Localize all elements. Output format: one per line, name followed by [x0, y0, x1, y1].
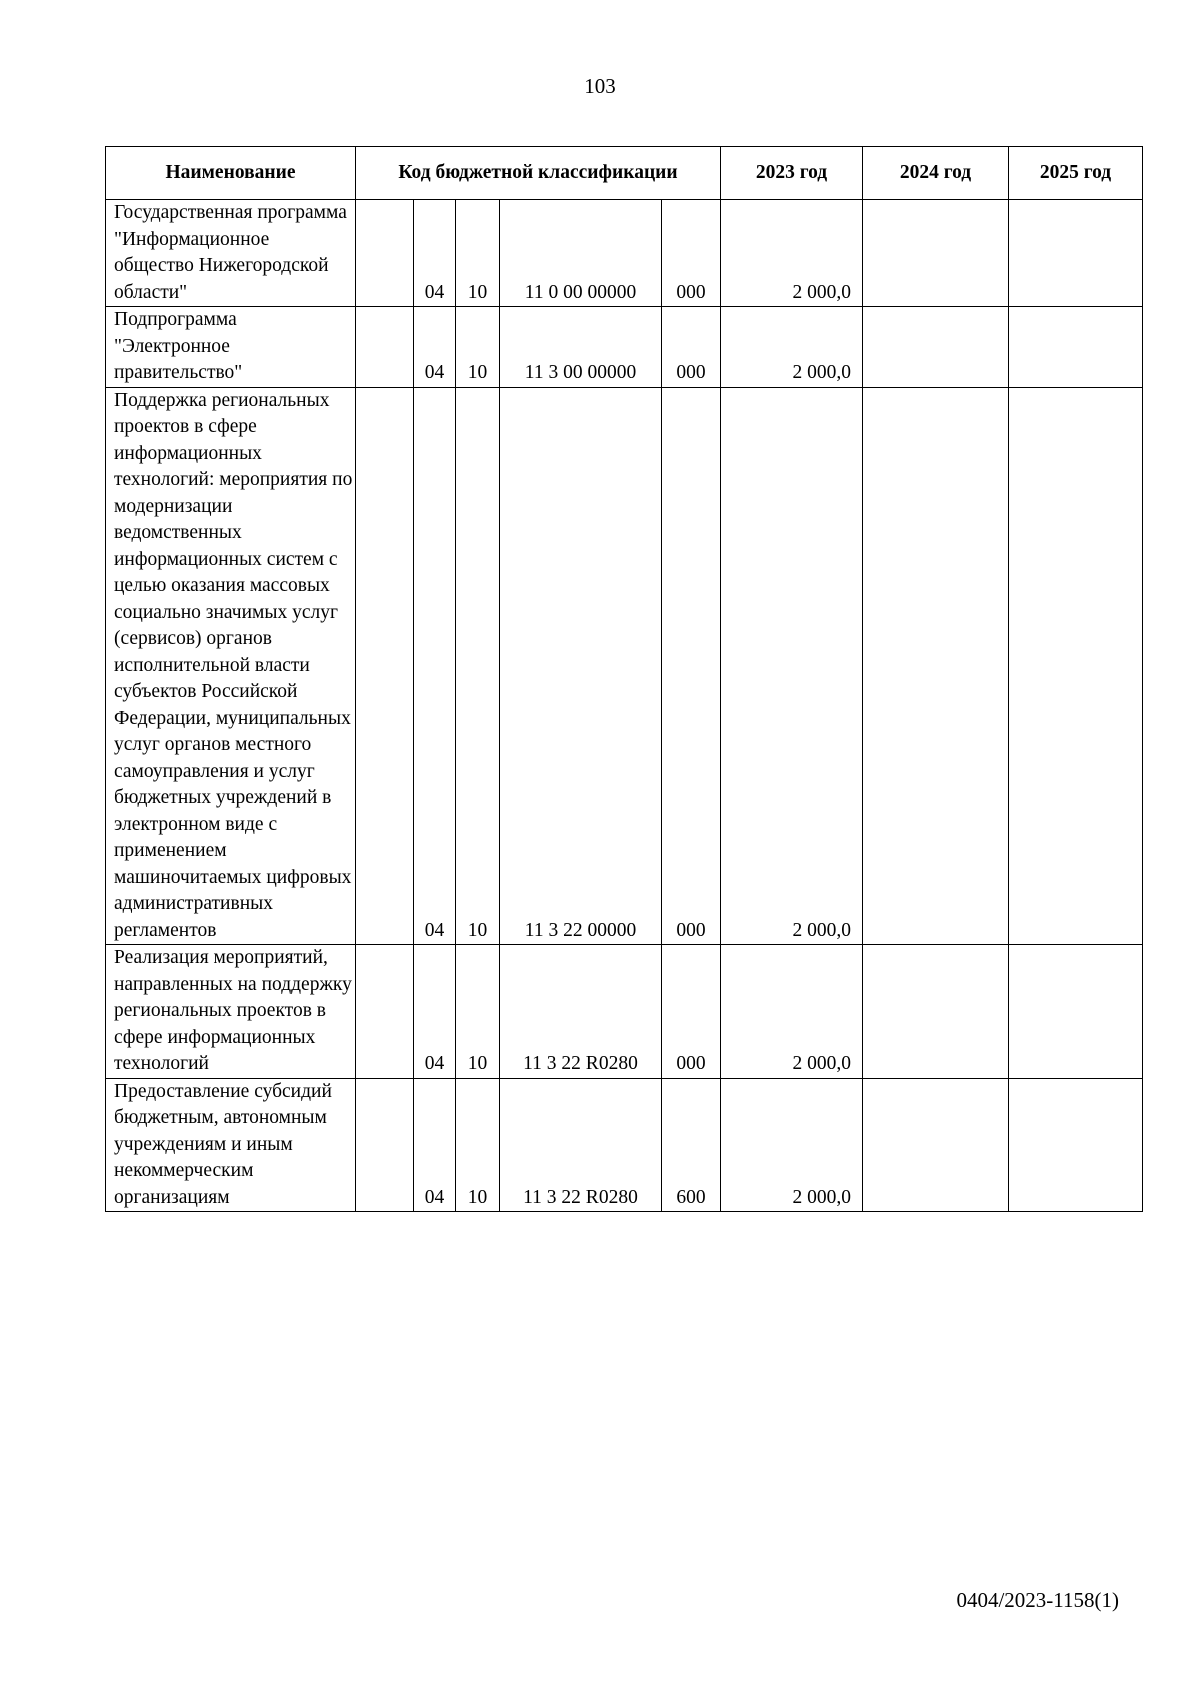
amount-2025 [1009, 200, 1143, 307]
code-subsection: 10 [456, 945, 500, 1079]
code-expense-type: 000 [662, 945, 721, 1079]
code-subsection: 10 [456, 307, 500, 388]
amount-2024 [863, 387, 1009, 945]
page-number: 103 [584, 74, 616, 98]
code-segment-1 [356, 307, 414, 388]
row-name: Подпрограмма "Электронное правительство" [106, 307, 356, 388]
header-2023: 2023 год [721, 147, 863, 200]
amount-2025 [1009, 945, 1143, 1079]
header-2025: 2025 год [1009, 147, 1143, 200]
amount-2023: 2 000,0 [721, 200, 863, 307]
row-name: Государственная программа "Информационное общество Нижегородской области" [106, 200, 356, 307]
code-segment-1 [356, 387, 414, 945]
code-section: 04 [414, 387, 456, 945]
amount-2024 [863, 200, 1009, 307]
code-subsection: 10 [456, 200, 500, 307]
amount-2025 [1009, 307, 1143, 388]
code-section: 04 [414, 945, 456, 1079]
amount-2024 [863, 307, 1009, 388]
code-section: 04 [414, 307, 456, 388]
code-section: 04 [414, 1078, 456, 1212]
amount-2023: 2 000,0 [721, 945, 863, 1079]
table-row [106, 307, 1143, 388]
table-row [106, 387, 1143, 945]
header-2024: 2024 год [863, 147, 1009, 200]
code-target-article: 11 0 00 00000 [500, 200, 662, 307]
amount-2024 [863, 945, 1009, 1079]
code-target-article: 11 3 22 00000 [500, 387, 662, 945]
amount-2023: 2 000,0 [721, 307, 863, 388]
amount-2023: 2 000,0 [721, 387, 863, 945]
budget-table [105, 146, 1143, 1212]
code-target-article: 11 3 22 R0280 [500, 1078, 662, 1212]
amount-2023: 2 000,0 [721, 1078, 863, 1212]
header-name: Наименование [106, 147, 356, 200]
table-row [106, 200, 1143, 307]
code-expense-type: 600 [662, 1078, 721, 1212]
header-code: Код бюджетной классификации [356, 147, 721, 200]
code-segment-1 [356, 945, 414, 1079]
code-expense-type: 000 [662, 200, 721, 307]
code-section: 04 [414, 200, 456, 307]
document-code: 0404/2023-1158(1) [956, 1588, 1119, 1612]
row-name: Поддержка региональных проектов в сфере информационных технологий: мероприятия по модернизации ведомственных информационных систем с целью оказания массовых социально значимых услуг (сервисов) органов исполнительной власти субъектов Российской Федерации, муниципальных услуг органов местного самоуправления и услуг бюджетных учреждений в электронном виде с применением машиночитаемых цифровых административных регламентов [106, 387, 356, 945]
code-segment-1 [356, 1078, 414, 1212]
code-target-article: 11 3 00 00000 [500, 307, 662, 388]
row-name: Предоставление субсидий бюджетным, автономным учреждениям и иным некоммерческим организациям [106, 1078, 356, 1212]
table-row [106, 945, 1143, 1079]
code-segment-1 [356, 200, 414, 307]
row-name: Реализация мероприятий, направленных на поддержку региональных проектов в сфере информационных технологий [106, 945, 356, 1079]
table-row [106, 1078, 1143, 1212]
code-subsection: 10 [456, 387, 500, 945]
header-row [106, 147, 1143, 200]
code-subsection: 10 [456, 1078, 500, 1212]
amount-2025 [1009, 1078, 1143, 1212]
amount-2025 [1009, 387, 1143, 945]
code-expense-type: 000 [662, 387, 721, 945]
code-expense-type: 000 [662, 307, 721, 388]
code-target-article: 11 3 22 R0280 [500, 945, 662, 1079]
amount-2024 [863, 1078, 1009, 1212]
